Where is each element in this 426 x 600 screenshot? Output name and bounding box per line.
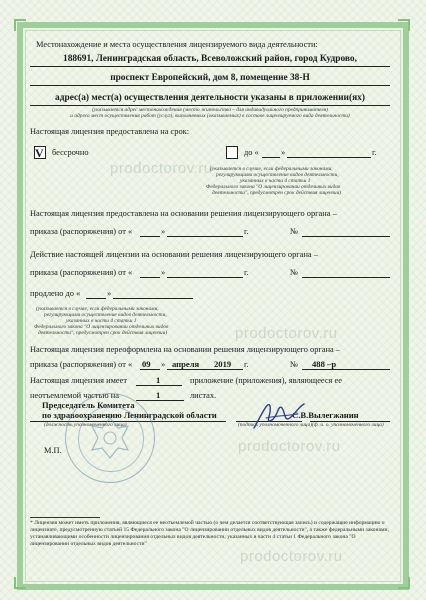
watermark: prodoctorov.ru [240,548,343,565]
position-line-2: по здравоохранению Ленинградской области [42,410,217,420]
term-note-5: деятельности", предусмотрен срок действия лицензии) [212,190,342,196]
reissued-day: 09 [142,359,151,369]
year-suffix: г. [372,148,377,157]
indefinite-label: бессрочно [52,148,89,157]
underline [140,277,160,278]
reissued-basis-label: Настоящая лицензия переоформлена на основании решения лицензирующего органа – [30,345,341,354]
term-note-3: указанных в части 4 статьи 1 [240,178,311,184]
reissued-number: 488 –р [312,359,337,369]
location-label: Местонахождение и места осуществления лицензируемого вида деятельности: [36,40,318,49]
appendix-count: 1 [156,375,161,385]
until-close: » [281,148,286,157]
granted-basis-label: Настоящая лицензия предоставлена на основании решения лицензирующего органа – [30,209,337,218]
extended-year-suffix: г. [244,268,249,277]
reissued-year-suffix: г. [244,360,249,369]
watermark: prodoctorov.ru [238,438,341,455]
appendix-has-label: Настоящая лицензия имеет [30,376,127,385]
underline [167,277,243,278]
integral-label: неотъемлемой частью на [30,391,119,400]
appendix-sheets: 1 [156,390,161,400]
underline [302,236,390,237]
underline [302,277,390,278]
watermark: prodoctorov.ru [110,160,213,177]
extended-close: » [161,268,166,277]
signature-note: (подпись уполномоченного лица) [238,422,313,428]
underline [86,298,106,299]
addresses-small-note-1: (указывается адрес местонахождения (место жительства – для индивидуального предпринимателя) [92,107,328,113]
underline [30,85,390,86]
prolonged-label: продлено до « [30,289,81,298]
address-line-2: проспект Европейский, дом 8, помещение 38-Н [110,73,310,83]
underline [30,66,390,67]
prolonged-close: » [107,289,112,298]
watermark: prodoctorov.ru [235,325,338,342]
address-line-1: 188691, Ленинградская область, Всеволожский район, город Кудрово, [63,54,357,64]
granted-order-label: приказа (распоряжения) от « [30,227,133,236]
underline [140,369,160,370]
extended-number-label: № [290,268,298,277]
reissued-order-label: приказа (распоряжения) от « [30,360,133,369]
term-note-1: (указывается в случае, если федеральными законами, [210,166,333,172]
underline [30,105,390,106]
appendix-label: приложение (приложения), являющееся ее [190,376,342,385]
extended-note-4: Федерального закона "О лицензировании отдельных видов [34,324,169,330]
extended-order-label: приказа (распоряжения) от « [30,268,133,277]
footnote-text: * Лицензия может иметь приложения, являющиеся ее неотъемлемой частью (о чем делается соответствующая запись) и содержащие информацию о лицензиате, предусмотренную статьей 15 Федерального закона "О лицензировании отдельных видов деятельности", а также федеральными законами, устанавливающими особенности лицензирования отдельных видов деятельности, указанных в части 4 статьи 1 Федерального закона "О лицензировании отдельных видов деятельности" [30,520,389,547]
corner-ornament [398,19,410,31]
seal-emblem-icon [66,394,154,482]
reissued-number-label: № [290,360,298,369]
term-note-4: Федерального закона "О лицензировании отдельных видов [206,184,341,190]
reissued-day-close: » [161,360,166,369]
granted-close: » [161,227,166,236]
underline [262,157,280,158]
footnote-rule [30,517,100,518]
extended-note-3: указанных в части 4 статьи 1 [66,318,137,324]
granted-number-label: № [290,227,298,236]
underline [113,298,193,299]
sheets-label: листах. [190,391,217,400]
granted-year-suffix: г. [244,227,249,236]
until-checkbox [226,146,238,159]
addresses-small-note-2: и адреса мест осуществления работ (услуг), выполняемых (оказываемых) в составе лицензируемого вида деятельности) [70,113,350,119]
term-note-2: регулирующими осуществление видов деятельности, [216,172,339,178]
stamp-place: М.П. [44,446,62,455]
underline [167,369,243,370]
extended-note-2: регулирующими осуществление видов деятельности, [44,312,167,318]
handwritten-signature-icon [248,394,308,434]
extended-basis-label: Действие настоящей лицензии на основании решения лицензирующего органа – [30,250,318,259]
until-label: до « [244,148,259,157]
signatory-name: С.В.Вылегжанин [292,410,359,420]
corner-ornament [398,577,410,589]
term-label: Настоящая лицензия предоставлена на срок: [30,127,190,136]
addresses-note: адрес(а) мест(а) осуществления деятельности указаны в приложении(ях) [55,93,365,103]
checkbox-mark: V [35,146,44,160]
underline [302,369,390,370]
position-note: (должность уполномоченного лица) [44,422,127,428]
official-seal [65,393,155,483]
underline [287,157,371,158]
underline [140,236,160,237]
underline [136,385,182,386]
corner-ornament [14,577,26,589]
reissued-month: апреля [172,359,200,369]
underline [167,236,243,237]
extended-note-1: (указывается в случае, если федеральными законами, [36,306,159,312]
extended-note-5: деятельности", предусмотрен срок действия лицензии) [38,330,168,336]
corner-ornament [14,19,26,31]
name-note: (ф. и. о. уполномоченного лица) [312,422,384,428]
reissued-year: 2019 [214,359,232,369]
position-line-1: Председатель Комитета [42,400,135,410]
